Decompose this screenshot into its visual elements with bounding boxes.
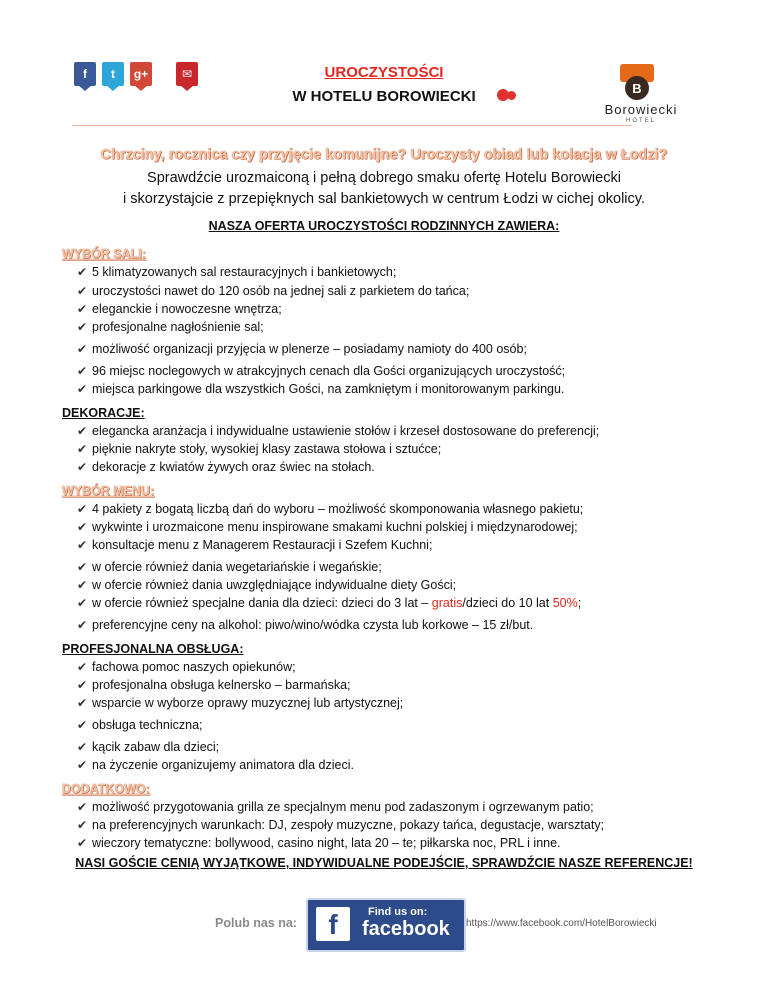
list-item: ✔ wieczory tematyczne: bollywood, casino night, lata 20 – te; piłkarska noc, PRL i inne.: [77, 836, 561, 850]
email-icon[interactable]: ✉: [176, 62, 198, 86]
facebook-url-link[interactable]: https://www.facebook.com/HotelBorowiecki: [466, 918, 657, 929]
check-icon: ✔: [77, 424, 88, 438]
intro: [0, 168, 768, 210]
section-heading-sala: WYBÓR SALI:: [62, 247, 147, 261]
facebook-button[interactable]: [306, 898, 466, 952]
bubbles-decoration: [497, 86, 519, 100]
list-item: ✔ profesjonalne nagłośnienie sal;: [77, 320, 264, 334]
list-item: ✔ profesjonalna obsługa kelnersko – barmańska;: [77, 678, 351, 692]
check-icon: ✔: [77, 302, 88, 316]
list-item: ✔ wsparcie w wyborze oprawy muzycznej lub artystycznej;: [77, 696, 404, 710]
check-icon: ✔: [77, 502, 88, 516]
list-item: ✔ w ofercie również specjalne dania dla dzieci: dzieci do 3 lat – gratis/dzieci do 10 lat 50%;: [77, 596, 582, 610]
like-us-label: Polub nas na:: [215, 916, 297, 930]
check-icon: ✔: [77, 818, 88, 832]
list-item: ✔ konsultacje menu z Managerem Restauracji i Szefem Kuchni;: [77, 538, 433, 552]
check-icon: ✔: [77, 364, 88, 378]
check-icon: ✔: [77, 538, 88, 552]
check-icon: ✔: [77, 758, 88, 772]
check-icon: ✔: [77, 740, 88, 754]
list-item: ✔ 4 pakiety z bogatą liczbą dań do wyboru – możliwość skomponowania własnego pakietu;: [77, 502, 584, 516]
section-heading-menu: WYBÓR MENU:: [62, 484, 155, 498]
list-item: ✔ w ofercie również dania uwzględniające indywidualne diety Gości;: [77, 578, 457, 592]
check-icon: ✔: [77, 342, 88, 356]
intro-line: i skorzystajcie z przepięknych sal bankietowych w centrum Łodzi w cichej okolicy.: [123, 191, 645, 207]
check-icon: ✔: [77, 696, 88, 710]
list-item: ✔ na preferencyjnych warunkach: DJ, zespoły muzyczne, pokazy tańca, degustacje, warsztaty;: [77, 818, 605, 832]
section-heading-dodatkowo: DODATKOWO:: [62, 782, 150, 796]
check-icon: ✔: [77, 596, 88, 610]
check-icon: ✔: [77, 265, 88, 279]
check-icon: ✔: [77, 442, 88, 456]
intro-line: Sprawdźcie urozmaiconą i pełną dobrego smaku ofertę Hotelu Borowiecki: [147, 170, 621, 186]
facebook-wordmark: facebook: [362, 918, 450, 940]
list-item: ✔ obsługa techniczna;: [77, 718, 203, 732]
list-item: ✔ 96 miejsc noclegowych w atrakcyjnych cenach dla Gości organizujących uroczystość;: [77, 364, 566, 378]
check-icon: ✔: [77, 560, 88, 574]
section-heading-dekoracje: DEKORACJE:: [62, 406, 145, 420]
check-icon: ✔: [77, 520, 88, 534]
list-item: ✔ elegancka aranżacja i indywidualne ustawienie stołów i krzeseł dostosowane do preferencji;: [77, 424, 600, 438]
check-icon: ✔: [77, 382, 88, 396]
google-plus-icon[interactable]: g+: [130, 62, 152, 86]
check-icon: ✔: [77, 578, 88, 592]
hotel-logo: [586, 64, 696, 134]
check-icon: ✔: [77, 836, 88, 850]
facebook-icon[interactable]: f: [74, 62, 96, 86]
divider: [72, 125, 632, 126]
logo-name: Borowiecki: [604, 102, 678, 117]
twitter-icon[interactable]: t: [102, 62, 124, 86]
check-icon: ✔: [77, 284, 88, 298]
title-line-2: W HOTELU BOROWIECKI: [292, 88, 476, 105]
check-icon: ✔: [77, 320, 88, 334]
list-item: ✔ uroczystości nawet do 120 osób na jednej sali z parkietem do tańca;: [77, 284, 470, 298]
kids-discount: 50%: [552, 596, 578, 610]
list-item: ✔ preferencyjne ceny na alkohol: piwo/wino/wódka czysta lub korkowe – 15 zł/but.: [77, 618, 534, 632]
footer-tagline: NASI GOŚCIE CENIĄ WYJĄTKOWE, INDYWIDUALNE PODEJŚCIE, SPRAWDŹCIE NASZE REFERENCJE!: [75, 856, 693, 870]
check-icon: ✔: [77, 678, 88, 692]
list-item: ✔ 5 klimatyzowanych sal restauracyjnych i bankietowych;: [77, 265, 397, 279]
list-item: ✔ pięknie nakryte stoły, wysokiej klasy zastawa stołowa i sztućce;: [77, 442, 442, 456]
logo-sub: HOTEL: [625, 118, 656, 124]
list-item: ✔ w ofercie również dania wegetariańskie i wegańskie;: [77, 560, 382, 574]
check-icon: ✔: [77, 618, 88, 632]
offer-heading: NASZA OFERTA UROCZYSTOŚCI RODZINNYCH ZAWIERA:: [208, 219, 560, 233]
check-icon: ✔: [77, 800, 88, 814]
list-item: ✔ możliwość przygotowania grilla ze specjalnym menu pod zadaszonym i ogrzewanym patio;: [77, 800, 594, 814]
logo-emblem-icon: B: [625, 76, 649, 100]
headline: Chrzciny, rocznica czy przyjęcie komunijne? Uroczysty obiad lub kolacja w Łodzi?: [100, 147, 668, 163]
check-icon: ✔: [77, 718, 88, 732]
list-item: ✔ eleganckie i nowoczesne wnętrza;: [77, 302, 282, 316]
list-item: ✔ miejsca parkingowe dla wszystkich Gości, na zamkniętym i monitorowanym parkingu.: [77, 382, 565, 396]
check-icon: ✔: [77, 460, 88, 474]
section-heading-obsluga: PROFESJONALNA OBSŁUGA:: [62, 642, 244, 656]
list-item: ✔ możliwość organizacji przyjęcia w plenerze – posiadamy namioty do 400 osób;: [77, 342, 527, 356]
list-item: ✔ kącik zabaw dla dzieci;: [77, 740, 220, 754]
list-item: ✔ fachowa pomoc naszych opiekunów;: [77, 660, 296, 674]
kids-free: gratis: [431, 596, 463, 610]
check-icon: ✔: [77, 660, 88, 674]
facebook-logo-icon: f: [316, 907, 350, 941]
list-item: ✔ wykwinte i urozmaicone menu inspirowane smakami kuchni polskiej i międzynarodowej;: [77, 520, 578, 534]
list-item: ✔ na życzenie organizujemy animatora dla dzieci.: [77, 758, 354, 772]
list-item: ✔ dekoracje z kwiatów żywych oraz świec na stołach.: [77, 460, 375, 474]
title-line-1: UROCZYSTOŚCI: [324, 64, 444, 81]
find-us-label: Find us on:: [368, 906, 428, 918]
